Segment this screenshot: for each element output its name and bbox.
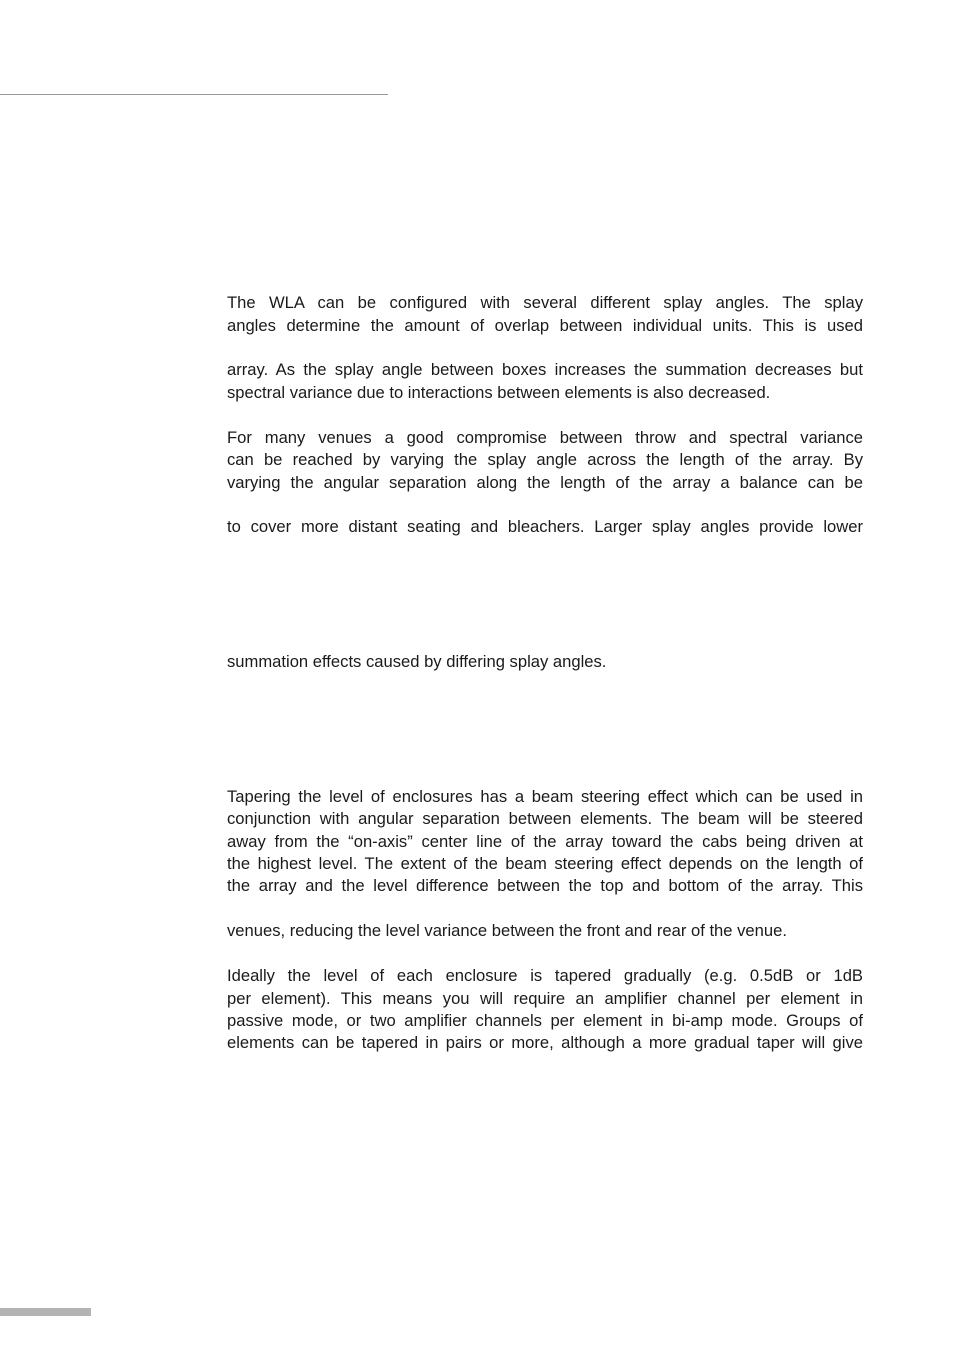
text-line: varying the angular separation along the length of the array a balance can be <box>227 473 863 492</box>
text-line: angles determine the amount of overlap between individual units. This is used <box>227 316 863 335</box>
text-line: passive mode, or two amplifier channels per element in bi-amp mode. Groups of <box>227 1011 863 1030</box>
text-line: to cover more distant seating and bleachers. Larger splay angles provide lower <box>227 517 863 536</box>
text-line: Ideally the level of each enclosure is tapered gradually (e.g. 0.5dB or 1dB <box>227 966 863 985</box>
header-rule <box>0 94 388 95</box>
text-line: summation effects caused by differing splay angles. <box>227 652 607 671</box>
text-line: Tapering the level of enclosures has a beam steering effect which can be used in <box>227 787 863 806</box>
text-line: away from the “on-axis” center line of the array toward the cabs being driven at <box>227 832 863 851</box>
text-line: the array and the level difference between the top and bottom of the array. This <box>227 876 863 895</box>
text-line: For many venues a good compromise between throw and spectral variance <box>227 428 863 447</box>
text-line: the highest level. The extent of the beam steering effect depends on the length of <box>227 854 863 873</box>
text-line: array. As the splay angle between boxes increases the summation decreases but <box>227 360 863 379</box>
footer-bar <box>0 1308 91 1316</box>
text-line: conjunction with angular separation between elements. The beam will be steered <box>227 809 863 828</box>
text-line: can be reached by varying the splay angle across the length of the array. By <box>227 450 863 469</box>
text-line: spectral variance due to interactions between elements is also decreased. <box>227 383 771 402</box>
text-line: per element). This means you will require an amplifier channel per element in <box>227 989 863 1008</box>
text-line: venues, reducing the level variance between the front and rear of the venue. <box>227 921 787 940</box>
text-line: elements can be tapered in pairs or more, although a more gradual taper will give <box>227 1033 863 1052</box>
text-line: The WLA can be configured with several different splay angles. The splay <box>227 293 863 312</box>
